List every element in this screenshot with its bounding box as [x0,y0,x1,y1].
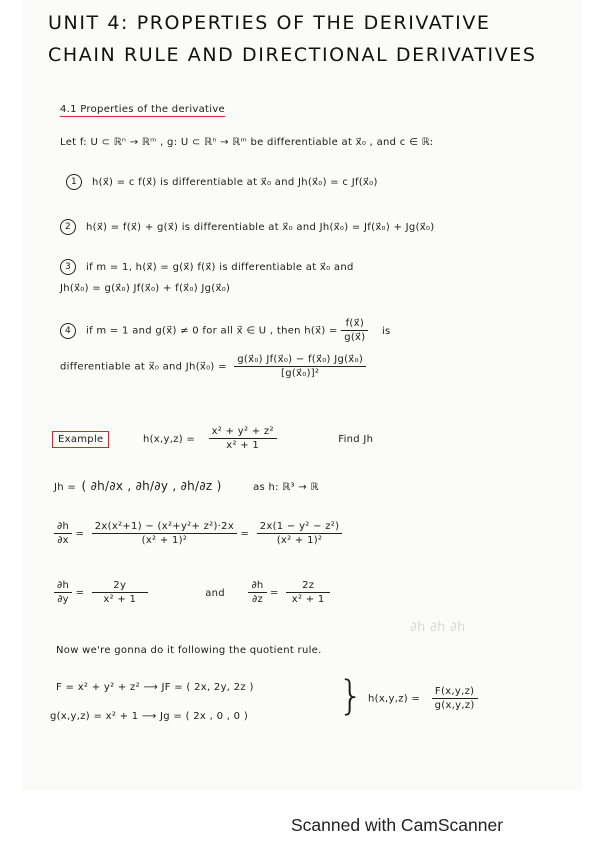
f-definition: F = x² + y² + z² ⟶ JF = ( 2x, 2y, 2z ) [56,682,254,693]
partial-z-quotient: $\frac{2z}{\text{x² + 1}}$ [286,580,330,605]
property-number-badge: 2 [60,219,76,235]
find-jh-text: Find Jh [338,433,374,445]
example-row: Example h(x,y,z) = $\frac{\text{x² + y² + z²}}{\text{x² + 1}}$ Find Jh [52,426,373,451]
section-heading: 4.1 Properties of the derivative [60,104,226,115]
h-quotient-form: h(x,y,z) = $\frac{F(x,y,z)}{g(x,y,z)}$ [368,686,478,711]
property-1-text: h(x⃗) = c f(x⃗) is differentiable at x⃗₀ and Jh(x⃗₀) = c Jf(x⃗₀) [92,177,378,188]
property-2 [60,219,435,235]
quotient-rule-note: Now we're gonna do it following the quotient rule. [56,645,322,656]
quotient-rule-fraction: $\frac{\text{g(x⃗₀) Jf(x⃗₀) − f(x⃗₀) Jg(x⃗₀)}}{\text{[g(x⃗₀)]²}}$ [234,354,366,379]
property-3 [60,259,354,275]
property-3-text: if m = 1, h(x⃗) = g(x⃗) f(x⃗) is differentiable at x⃗₀ and [86,262,354,273]
property-4 [60,318,391,343]
property-4-line-2: differentiable at x⃗₀ and Jh(x⃗₀) = $\frac{\text{g(x⃗₀) Jf(x⃗₀) − f(x⃗₀) Jg(x⃗₀)}}{\text{[g(x⃗₀)]²}}$ [60,354,366,379]
partial-x-quotient: $\frac{\text{2x(x²+1) − (x²+y²+ z²)·2x}}{\text{(x² + 1)²}}$ [92,521,237,546]
property-number-badge: 4 [60,323,76,339]
partial-y-quotient: $\frac{2y}{\text{x² + 1}}$ [92,580,148,605]
property-4-fraction: $\frac{f(x⃗)}{g(x⃗)}$ [341,318,368,343]
partial-x-simplified: $\frac{\text{2x(1 − y² − z²)}}{\text{(x² + 1)²}}$ [257,521,343,546]
example-h-fraction: $\frac{\text{x² + y² + z²}}{\text{x² + 1}}$ [209,426,277,451]
page-title-line-1: UNIT 4: PROPERTIES OF THE DERIVATIVE [48,12,491,34]
camscanner-watermark: Scanned with CamScanner [291,815,504,835]
property-2-text: h(x⃗) = f(x⃗) + g(x⃗) is differentiable at x⃗₀ and Jh(x⃗₀) = Jf(x⃗₀) + Jg(x⃗₀) [86,222,435,233]
property-number-badge: 1 [66,174,82,190]
g-definition: g(x,y,z) = x² + 1 ⟶ Jg = ( 2x , 0 , 0 ) [50,711,249,722]
property-1 [66,174,378,190]
property-3-line-2: Jh(x⃗₀) = g(x⃗₀) Jf(x⃗₀) + f(x⃗₀) Jg(x⃗₀) [60,283,231,294]
partial-y-row: $\frac{\partial h}{\partial y}$ = $\frac{2y}{\text{x² + 1}}$ and $\frac{\partial h}{\partial z}$ = $\frac{2z}{\text{x² + 1}}$ [54,580,330,605]
curly-brace: } [338,673,364,719]
partial-x-row: $\frac{\partial h}{\partial x}$ = $\frac{\text{2x(x²+1) − (x²+y²+ z²)·2x}}{\text{(x² + 1)²}}$ = $\frac{\text{2x(1 − y² − z²)}}{\text{(x² + 1)²}}$ [54,521,342,546]
example-label: Example [52,431,109,448]
jacobian-definition: Jh = ( ∂h/∂x , ∂h/∂y , ∂h/∂z ) as h: ℝ³ → ℝ [54,479,319,493]
property-4-text: if m = 1 and g(x⃗) ≠ 0 for all x⃗ ∈ U , then h(x⃗) = [86,325,338,337]
intro-text: Let f: U ⊂ ℝⁿ → ℝᵐ , g: U ⊂ ℝⁿ → ℝᵐ be differentiable at x⃗₀ , and c ∈ ℝ: [60,137,434,148]
property-number-badge: 3 [60,259,76,275]
scanned-page [22,0,582,790]
property-4-tail: is [381,325,391,337]
page-title-line-2: CHAIN RULE AND DIRECTIONAL DERIVATIVES [48,44,537,66]
bleed-through-text: ∂h ∂h ∂h [410,620,466,635]
